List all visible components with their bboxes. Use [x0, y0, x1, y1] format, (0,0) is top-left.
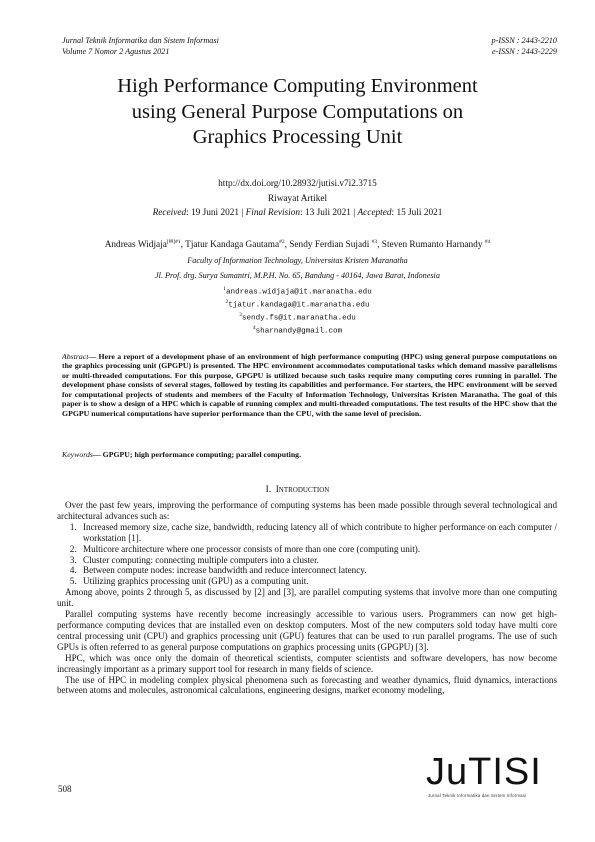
email-2-text: tjatur.kandaga@it.maranatha.edu [228, 301, 370, 310]
email-2[interactable] [40, 299, 555, 310]
email-4-text: sharnandy@gmail.com [255, 327, 343, 336]
paper-title [40, 74, 555, 151]
author-1-mark: [✉]#1 [166, 239, 181, 245]
keywords-label: Keywords [62, 450, 93, 459]
list-item: 3. Cluster computing: connecting multiple computers into a cluster. [79, 555, 557, 566]
body-text [57, 500, 557, 696]
email-3-text: sendy.fs@it.maranatha.edu [241, 314, 356, 323]
paragraph-3: Parallel computing systems have recently become increasingly accessible to various users. Programmers can now get high-performance computing devices that are installed even on desktop computers. Most of the new computers sold today have multi core central processing unit (CPU) and graphics processing unit (GPU) features that can be used to run parallel programs. The use of such GPUs is often referred to as general purpose computations on graphics processing units (GPGPU) [3]. [57, 609, 557, 652]
accepted-label: Accepted [357, 208, 392, 218]
paragraph-1: Over the past few years, improving the performance of computing systems has been made possible through several technological and architectural advances such as: [57, 500, 557, 521]
list-item: 4. Between compute nodes: increase bandwidth and reduce interconnect latency. [79, 565, 557, 576]
author-3: , Sendy Ferdian Sujadi [284, 240, 372, 251]
running-header-left [62, 35, 219, 57]
abstract [62, 352, 557, 418]
page-number: 508 [58, 784, 72, 794]
section-title: Introduction [275, 485, 330, 495]
received-label: Received [152, 208, 187, 218]
abstract-label: Abstract [62, 352, 89, 361]
section-number: I. [265, 485, 272, 495]
running-header-right [492, 35, 558, 57]
abstract-text: — Here a report of a development phase of an environment of high performance computing (HPC) using general purpose computations on the graphics processing unit (GPGPU) is presented. The HPC environment accommodates computational tasks which demand massive parallelisms or multi-threaded computations. For this purpose, GPGPU is utilized because such tasks require many computing cores running in parallel. The development phase consists of several stages, followed by testing its capabilities and performance. For starters, the HPC environment will be served for computational projects of students and members of the Faculty of Information Technology, Universitas Kristen Maranatha. The goal of this paper is to show a design of a HPC which is capable of running complex and multi-threaded computations. The test results of the HPC show that the GPGPU numerical computations have superior performance than the CPU, with the same level of precision. [62, 352, 557, 418]
affiliation-line-1: Faculty of Information Technology, Universitas Kristen Maranatha [187, 256, 408, 265]
doi-link[interactable]: http://dx.doi.org/10.28932/jutisi.v7i2.3715 [218, 179, 377, 189]
journal-volume: Volume 7 Nomor 2 Agustus 2021 [62, 47, 170, 56]
list-item: 1. Increased memory size, cache size, bandwidth, reducing latency all of which contribute to higher performance on each computer / workstation [1]. [79, 522, 557, 544]
email-1-text: andreas.widjaja@it.maranatha.edu [225, 288, 372, 297]
article-history-label: Riwayat Artikel [267, 194, 328, 204]
author-4-mark: #4 [484, 239, 491, 245]
keywords-text: — GPGPU; high performance computing; parallel computing. [92, 450, 302, 459]
paragraph-5: The use of HPC in modeling complex physical phenomena such as forecasting and weather dynamics, fluid dynamics, interactions between atoms and molecules, astronomical calculations, engineering designs, market economy modeling, [57, 674, 557, 696]
title-line-1: High Performance Computing Environment [117, 75, 478, 97]
author-1: Andreas Widjaja [104, 240, 167, 251]
received-date: : 19 Juni 2021 | [186, 208, 246, 218]
title-line-2: using General Purpose Computations on [131, 100, 464, 123]
email-2-mark: 2 [225, 299, 229, 305]
email-4-mark: 4 [252, 325, 256, 331]
email-1-mark: 1 [223, 286, 226, 292]
author-2-mark: #2 [279, 239, 285, 245]
email-1[interactable] [40, 286, 555, 297]
final-revision-label: Final Revision [245, 208, 301, 218]
article-dates [40, 208, 555, 218]
author-2: , Tjatur Kandaga Gautama [180, 240, 280, 251]
final-revision-date: : 13 Juli 2021 | [300, 208, 358, 218]
author-3-mark: #3 [371, 239, 378, 245]
email-3[interactable] [40, 312, 555, 323]
paragraph-2: Among above, points 2 through 5, as discussed by [2] and [3], are parallel computing systems that involve more than one computing unit. [57, 587, 557, 609]
author-4: , Steven Rumanto Harnandy [377, 240, 485, 251]
jutisi-logo-tagline: Jurnal Teknik Informatika dan Sistem Informasi [428, 793, 527, 798]
advances-list [57, 522, 557, 587]
accepted-date: : 15 Juli 2021 [391, 208, 443, 218]
keywords [62, 450, 557, 459]
section-heading [40, 485, 555, 495]
paragraph-4: HPC, which was once only the domain of theoretical scientists, computer scientists and software developers, has now become increasingly important as a primary support tool for research in many fields of science. [57, 652, 557, 674]
email-4[interactable] [40, 325, 555, 336]
journal-name: Jurnal Teknik Informatika dan Sistem Informasi [62, 36, 219, 45]
pissn: p-ISSN : 2443-2210 [491, 36, 557, 45]
eissn: e-ISSN : 2443-2229 [491, 47, 557, 56]
author-list [40, 239, 555, 250]
list-item: 2. Multicore architecture where one processor consists of more than one core (computing unit). [79, 544, 557, 555]
affiliation-line-2: Jl. Prof. drg. Surya Sumantri, M.P.H. No. 65, Bandung - 40164, Jawa Barat, Indonesia [155, 271, 440, 280]
title-line-3: Graphics Processing Unit [192, 126, 403, 148]
jutisi-logo: JuTISI [426, 751, 542, 793]
email-3-mark: 3 [239, 312, 242, 318]
list-item: 5. Utilizing graphics processing unit (GPU) as a computing unit. [79, 576, 557, 587]
